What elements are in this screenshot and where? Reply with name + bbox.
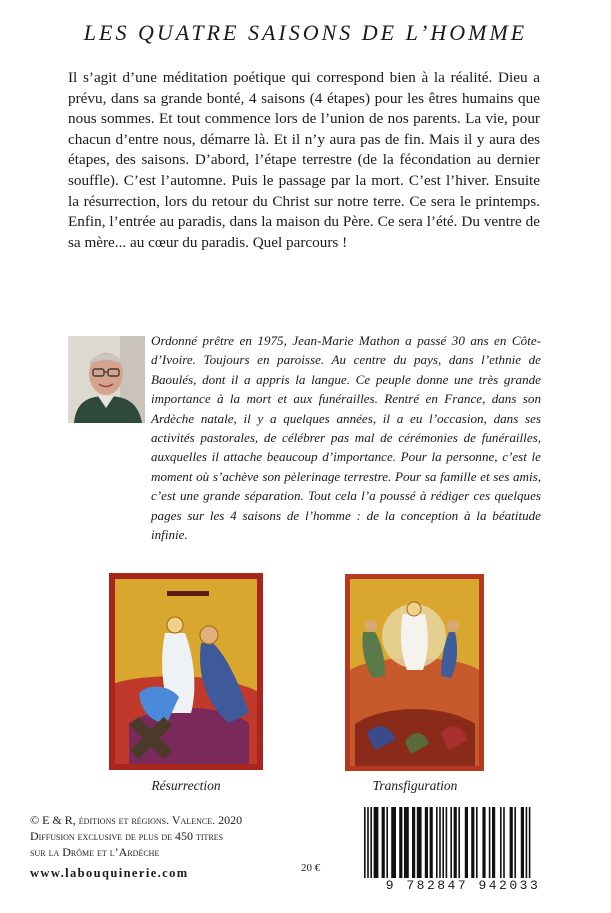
region-line: sur la Drôme et l’Ardèche bbox=[30, 845, 160, 859]
barcode-bar bbox=[450, 807, 452, 879]
barcode-bar bbox=[489, 807, 491, 879]
publisher-website-link[interactable]: www.labouquinerie.com bbox=[30, 866, 189, 880]
barcode-bar bbox=[386, 807, 388, 879]
barcode-bar bbox=[521, 807, 524, 879]
barcode-bar bbox=[391, 807, 396, 879]
isbn-number: 9 782847 942033 bbox=[350, 878, 576, 893]
price-label: 20 € bbox=[301, 862, 321, 874]
barcode-bar bbox=[476, 807, 478, 879]
distribution-line: Diffusion exclusive de plus de 450 titres bbox=[30, 829, 224, 843]
barcode-bar bbox=[382, 807, 385, 879]
publisher-info bbox=[30, 812, 330, 860]
barcode-bar bbox=[425, 807, 428, 879]
author-portrait bbox=[68, 336, 145, 423]
barcode-bar bbox=[374, 807, 379, 879]
book-title: LES QUATRE SAISONS DE L’HOMME bbox=[83, 20, 528, 45]
barcode-bar bbox=[399, 807, 402, 879]
barcode-bar bbox=[529, 807, 531, 879]
barcode-bar bbox=[404, 807, 409, 879]
barcode-bar bbox=[412, 807, 415, 879]
barcode-bar bbox=[370, 807, 372, 879]
barcode-bar bbox=[500, 807, 502, 879]
barcode-bar bbox=[458, 807, 460, 879]
barcode-bar bbox=[442, 807, 444, 879]
barcode-bar bbox=[436, 807, 438, 879]
copyright-line: © E & R, éditions et régions. Valence. 2020 bbox=[30, 813, 243, 827]
barcode-bar bbox=[492, 807, 495, 879]
transfiguration-icon-image bbox=[345, 574, 484, 771]
barcode-bar bbox=[482, 807, 485, 879]
barcode-bar bbox=[503, 807, 505, 879]
barcode-bar bbox=[439, 807, 441, 879]
barcode-bar bbox=[465, 807, 468, 879]
barcode-bar bbox=[454, 807, 457, 879]
barcode-bar bbox=[417, 807, 422, 879]
transfiguration-caption: Transfiguration bbox=[372, 778, 458, 793]
barcode-bar bbox=[526, 807, 528, 879]
barcode-bar bbox=[471, 807, 474, 879]
barcode-bar bbox=[446, 807, 448, 879]
barcode-bar bbox=[430, 807, 433, 879]
barcode-bar bbox=[510, 807, 513, 879]
resurrection-caption: Résurrection bbox=[151, 778, 221, 793]
barcode-bar bbox=[514, 807, 516, 879]
barcode-bar bbox=[364, 807, 366, 879]
barcode-bar bbox=[367, 807, 369, 879]
resurrection-icon-image bbox=[109, 573, 263, 770]
author-biography: Ordonné prêtre en 1975, Jean-Marie Mathon a passé 30 ans en Côte-d’Ivoire. Toujours en paroisse. Au centre du pays, dans l’ethnie de Baoulés, dont il a appris la langue. Ce peuple donne une très grande importance à la mort et aux funérailles. Rentré en France, dans son Ardèche natale, il y a quelques années, il a eu l’occasion, dans ses activités pastorales, de célébrer pas mal de cérémonies de funérailles, auxquelles il attache beaucoup d’importance. Pour la personne, c’est le moment où s’achève son pèlerinage terrestre. Pour sa famille et ses amis, c’est une grande séparation. Tout cela l’a poussé à rédiger ces quelques pages sur les 4 saisons de l’homme : de la conception à la béatitude infinie. bbox=[151, 333, 541, 543]
back-cover-summary: Il s’agit d’une méditation poétique qui correspond bien à la réalité. Dieu a prévu, dans sa grande bonté, 4 saisons (4 étapes) pour les êtres humains que nous sommes. Et tout commence lors de l’union de nos parents. La vie, pour chacun d’entre nous, démarre là. Et il n’y aura pas de fin. Mais il y aura des étapes, des saisons. D’abord, l’étape terrestre (de la fécondation au dernier souffle). C’est l’automne. Puis le passage par la mort. C’est l’hiver. Ensuite la résurrection, lors du retour du Christ sur notre terre. Ce sera le printemps. Enfin, l’entrée au paradis, dans la maison du Père. Ce sera l’été. Du ventre de sa mère... au cœur du paradis. Quel parcours ! bbox=[68, 69, 540, 251]
